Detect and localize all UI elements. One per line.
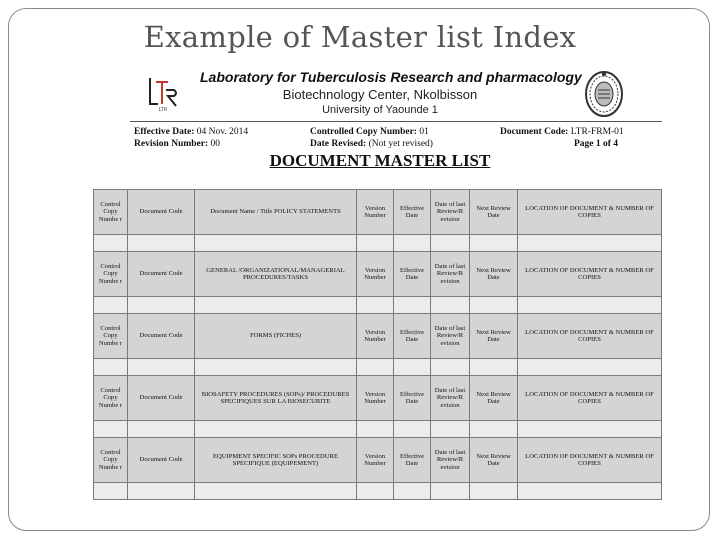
section-header-row [94, 376, 662, 421]
col-next-review-date: Next Review Date [470, 252, 518, 297]
section-header-row [94, 252, 662, 297]
controlled-copy [310, 127, 429, 138]
col-effective-date: Effective Date [394, 252, 431, 297]
empty-cell [470, 235, 518, 252]
col-document-code: Document Code [128, 438, 195, 483]
col-date-last-review: Date of last Review/R evision [431, 314, 470, 359]
col-document-code: Document Code [128, 190, 195, 235]
lab-university: University of Yaounde 1 [322, 104, 438, 116]
empty-cell [394, 421, 431, 438]
col-location-copies: LOCATION OF DOCUMENT & NUMBER OF COPIES [518, 252, 662, 297]
empty-entry-row [94, 359, 662, 376]
col-next-review-date: Next Review Date [470, 438, 518, 483]
empty-cell [195, 297, 357, 314]
col-date-last-review: Date of last Review/R evision [431, 376, 470, 421]
empty-cell [431, 483, 470, 500]
empty-cell [195, 359, 357, 376]
col-location-copies: LOCATION OF DOCUMENT & NUMBER OF COPIES [518, 376, 662, 421]
col-document-code: Document Code [128, 314, 195, 359]
page-info: Page 1 of 4 [574, 139, 619, 149]
empty-cell [357, 359, 394, 376]
empty-cell [518, 483, 662, 500]
empty-cell [128, 297, 195, 314]
col-document-title: FORMS (FICHES) [195, 314, 357, 359]
col-control-copy: Control Copy Numbe r [94, 438, 128, 483]
col-document-title: BIOSAFETY PROCEDURES (SOPs)/ PROCEDURES SPECIFIQUES SUR LA BIOSECURITE [195, 376, 357, 421]
slide-title: Example of Master list Index [143, 20, 577, 54]
header-rule [130, 121, 662, 122]
empty-cell [94, 235, 128, 252]
empty-cell [470, 421, 518, 438]
lab-name: Laboratory for Tuberculosis Research and pharmacology [200, 69, 582, 85]
empty-cell [518, 421, 662, 438]
col-version-number: Version Number [357, 438, 394, 483]
empty-cell [357, 483, 394, 500]
empty-cell [94, 297, 128, 314]
col-control-copy: Control Copy Numbe r [94, 314, 128, 359]
empty-cell [394, 297, 431, 314]
empty-cell [195, 483, 357, 500]
empty-entry-row [94, 483, 662, 500]
empty-cell [431, 235, 470, 252]
empty-cell [394, 483, 431, 500]
date-revised-value: (Not yet revised) [368, 139, 433, 149]
col-effective-date: Effective Date [394, 438, 431, 483]
col-control-copy: Control Copy Numbe r [94, 190, 128, 235]
document-code [500, 127, 624, 138]
empty-cell [431, 359, 470, 376]
col-date-last-review: Date of last Review/R evision [431, 252, 470, 297]
lab-center: Biotechnology Center, Nkolbisson [282, 87, 478, 102]
empty-entry-row [94, 297, 662, 314]
col-version-number: Version Number [357, 190, 394, 235]
empty-cell [195, 235, 357, 252]
col-document-title: GENERAL /ORGANIZATIONAL/MANAGERIAL PROCEDURES/TASKS [195, 252, 357, 297]
document-code-label: Document Code: [500, 127, 569, 137]
col-effective-date: Effective Date [394, 190, 431, 235]
col-location-copies: LOCATION OF DOCUMENT & NUMBER OF COPIES [518, 314, 662, 359]
col-document-title: EQUIPMENT SPECIFIC SOPs PROCEDURE SPECIFIQUE (EQUIPEMENT) [195, 438, 357, 483]
empty-cell [357, 297, 394, 314]
master-list-table [93, 189, 662, 500]
effective-date-value: 04 Nov. 2014 [196, 127, 249, 137]
col-version-number: Version Number [357, 376, 394, 421]
col-location-copies: LOCATION OF DOCUMENT & NUMBER OF COPIES [518, 190, 662, 235]
empty-cell [357, 421, 394, 438]
col-effective-date: Effective Date [394, 314, 431, 359]
empty-cell [431, 421, 470, 438]
controlled-copy-label: Controlled Copy Number: [310, 127, 417, 137]
section-header-row [94, 314, 662, 359]
empty-entry-row [94, 235, 662, 252]
empty-cell [357, 235, 394, 252]
empty-cell [470, 483, 518, 500]
revision-number-label: Revision Number: [134, 139, 209, 149]
col-document-code: Document Code [128, 376, 195, 421]
revision-number-value: 00 [210, 139, 221, 149]
empty-cell [518, 235, 662, 252]
effective-date-label: Effective Date: [134, 127, 195, 137]
date-revised-label: Date Revised: [310, 139, 367, 149]
empty-entry-row [94, 421, 662, 438]
university-seal-icon [578, 68, 630, 120]
col-document-code: Document Code [128, 252, 195, 297]
empty-cell [128, 359, 195, 376]
empty-cell [394, 235, 431, 252]
document-master-list-title: DOCUMENT MASTER LIST [269, 151, 491, 170]
document-code-value: LTR-FRM-01 [570, 127, 624, 137]
date-revised [310, 139, 433, 150]
ltr-logo-text: LTR [158, 107, 168, 112]
empty-cell [94, 421, 128, 438]
col-date-last-review: Date of last Review/R evision [431, 190, 470, 235]
controlled-copy-value: 01 [419, 127, 429, 137]
col-next-review-date: Next Review Date [470, 190, 518, 235]
empty-cell [394, 359, 431, 376]
empty-cell [518, 297, 662, 314]
col-location-copies: LOCATION OF DOCUMENT & NUMBER OF COPIES [518, 438, 662, 483]
col-control-copy: Control Copy Numbe r [94, 252, 128, 297]
section-header-row [94, 438, 662, 483]
empty-cell [195, 421, 357, 438]
col-version-number: Version Number [357, 314, 394, 359]
empty-cell [128, 483, 195, 500]
col-effective-date: Effective Date [394, 376, 431, 421]
empty-cell [518, 359, 662, 376]
empty-cell [94, 483, 128, 500]
effective-date [134, 127, 248, 138]
col-control-copy: Control Copy Numbe r [94, 376, 128, 421]
col-version-number: Version Number [357, 252, 394, 297]
empty-cell [470, 297, 518, 314]
col-date-last-review: Date of last Review/R evision [431, 438, 470, 483]
col-document-title: Document Name / Title POLICY STATEMENTS [195, 190, 357, 235]
col-next-review-date: Next Review Date [470, 314, 518, 359]
ltr-logo [146, 72, 180, 112]
empty-cell [470, 359, 518, 376]
empty-cell [128, 235, 195, 252]
empty-cell [128, 421, 195, 438]
empty-cell [431, 297, 470, 314]
section-header-row [94, 190, 662, 235]
revision-number [134, 139, 220, 150]
col-next-review-date: Next Review Date [470, 376, 518, 421]
empty-cell [94, 359, 128, 376]
